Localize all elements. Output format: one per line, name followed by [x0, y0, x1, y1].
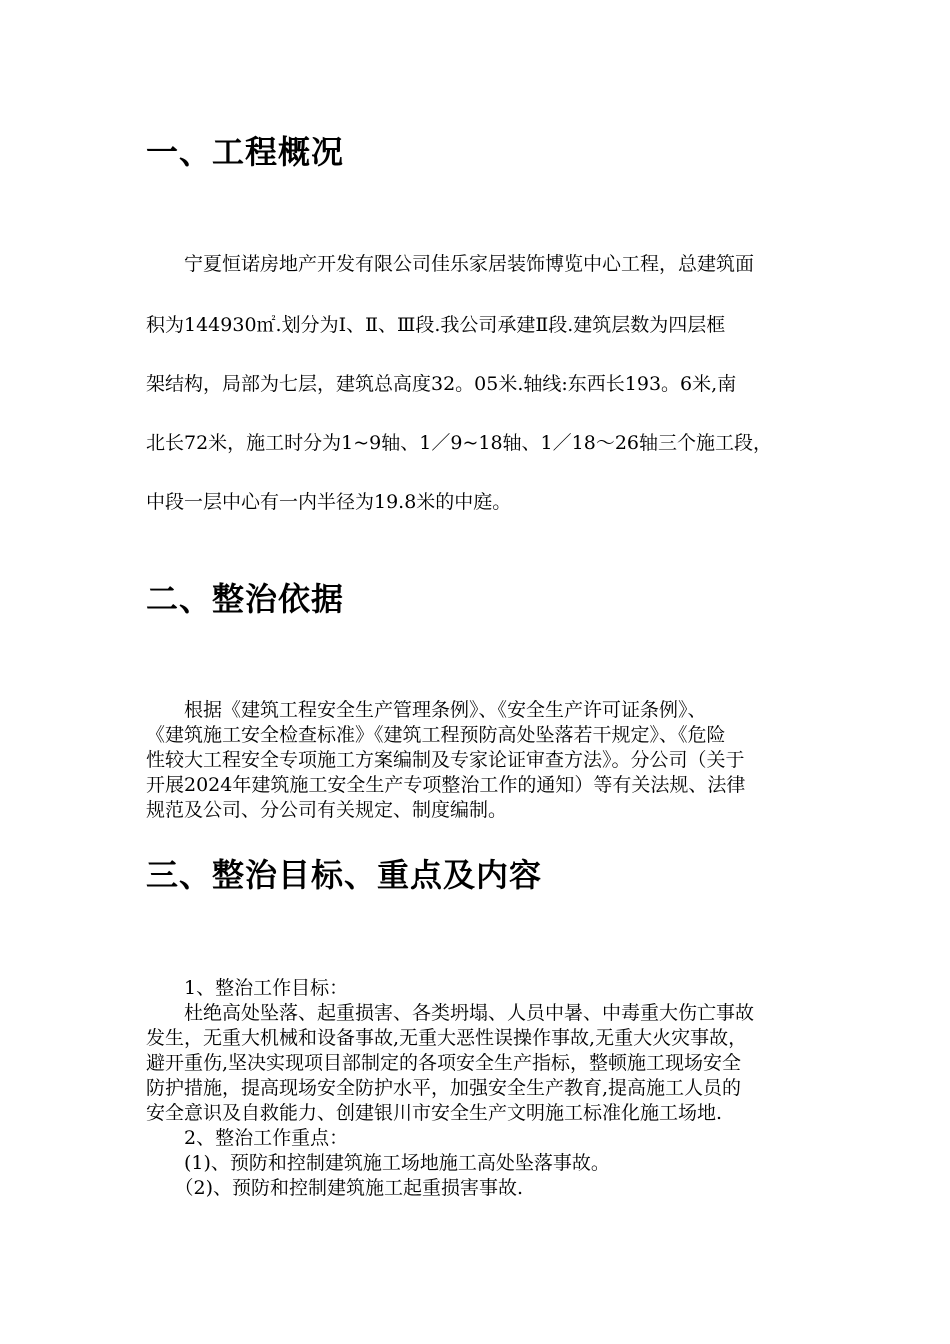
paragraph-line: 杜绝高处坠落、起重损害、各类坍塌、人员中暑、中毒重大伤亡事故	[146, 1002, 755, 1024]
paragraph-line: 性较大工程安全专项施工方案编制及专家论证审查方法》。分公司（关于	[146, 749, 745, 771]
section-1-heading: 一、工程概况	[146, 133, 345, 171]
paragraph-line: 规范及公司、分公司有关规定、制度编制。	[146, 799, 508, 821]
paragraph-line: 2、整治工作重点：	[146, 1127, 349, 1149]
paragraph-line: (1)、预防和控制建筑施工场地施工高处坠落事故。	[146, 1152, 610, 1174]
paragraph-line: 发生，无重大机械和设备事故,无重大恶性误操作事故,无重大火灾事故，	[146, 1027, 748, 1049]
paragraph-line: 防护措施，提高现场安全防护水平，加强安全生产教育,提高施工人员的	[146, 1077, 742, 1099]
paragraph-line: 中段一层中心有一内半径为19.8米的中庭。	[146, 491, 512, 513]
paragraph-line: 《建筑施工安全检查标准》《建筑工程预防高处坠落若干规定》、《危险	[146, 724, 726, 746]
paragraph-line: 架结构，局部为七层，建筑总高度32。05米.轴线:东西长193。6米,南	[146, 373, 737, 395]
paragraph-line: 安全意识及自救能力、创建银川市安全生产文明施工标准化施工场地.	[146, 1102, 723, 1124]
paragraph-line: 积为144930㎡.划分为Ⅰ、Ⅱ、Ⅲ段.我公司承建Ⅱ段.建筑层数为四层框	[146, 314, 726, 336]
paragraph-line: 宁夏恒诺房地产开发有限公司佳乐家居装饰博览中心工程，总建筑面	[146, 253, 755, 275]
paragraph-line: （2)、预防和控制建筑施工起重损害事故.	[146, 1177, 524, 1199]
section-3-heading: 三、整治目标、重点及内容	[146, 856, 543, 894]
paragraph-line: 开展2024年建筑施工安全生产专项整治工作的通知）等有关法规、法律	[146, 774, 746, 796]
paragraph-line: 1、整治工作目标：	[146, 977, 349, 999]
section-2-heading: 二、整治依据	[146, 580, 345, 618]
paragraph-line: 根据《建筑工程安全生产管理条例》、《安全生产许可证条例》、	[146, 699, 707, 721]
paragraph-line: 避开重伤,坚决实现项目部制定的各项安全生产指标，整顿施工现场安全	[146, 1052, 742, 1074]
paragraph-line: 北长72米，施工时分为1~9轴、1／9~18轴、1／18～26轴三个施工段，	[146, 432, 772, 454]
